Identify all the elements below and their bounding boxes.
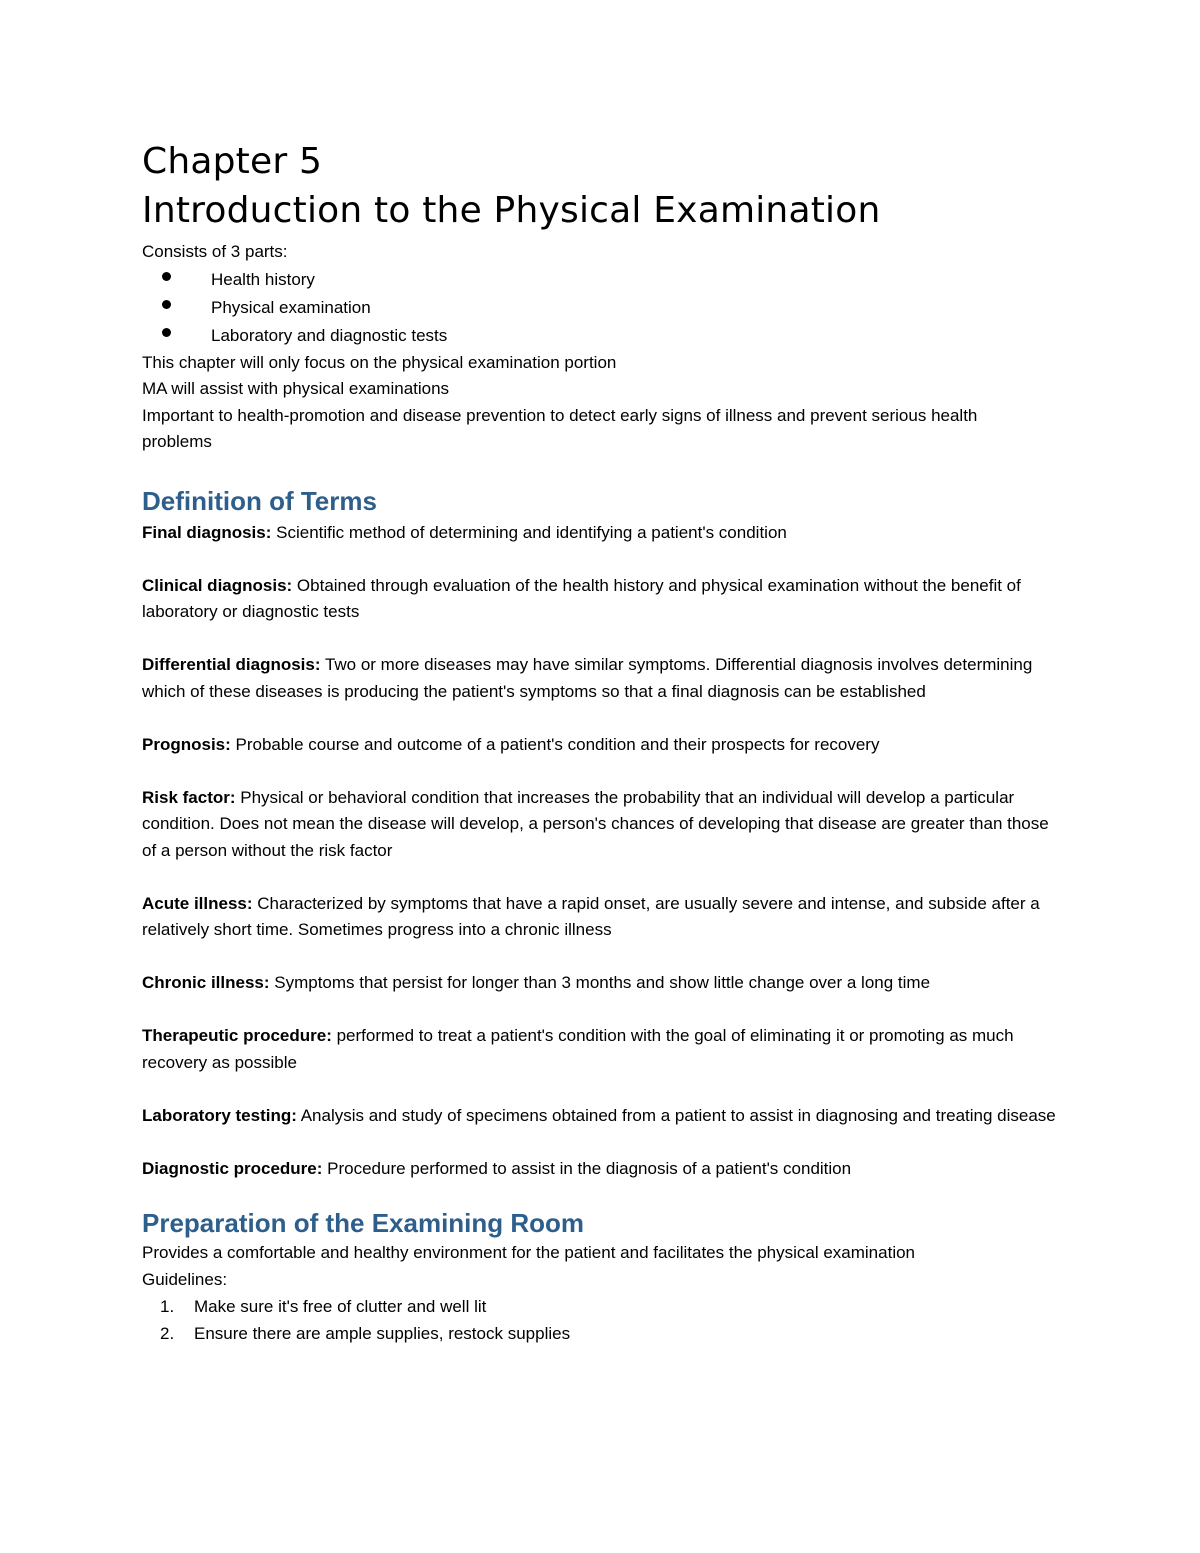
list-number: 1. (160, 1297, 175, 1316)
list-item: 2. Ensure there are ample supplies, restock supplies (142, 1320, 1062, 1347)
term-definition: Characterized by symptoms that have a rapid onset, are usually severe and intense, and subside after a relatively short time. Sometimes progress into a chronic illness (142, 893, 1040, 939)
term-definition: Analysis and study of specimens obtained from a patient to assist in diagnosing and treating disease (296, 1105, 1056, 1125)
intro-line: Important to health-promotion and disease prevention to detect early signs of illness and prevent serious health problems (142, 405, 978, 451)
term-definition: Scientific method of determining and identifying a patient's condition (271, 522, 787, 542)
preparation-line: Guidelines: (142, 1269, 228, 1289)
intro-line: MA will assist with physical examinations (142, 379, 450, 398)
parts-list (142, 266, 1062, 350)
term-label: Differential diagnosis: (142, 655, 321, 674)
preparation-heading: Preparation of the Examining Room (142, 1208, 585, 1238)
intro-lead: Consists of 3 parts: (142, 242, 288, 261)
chapter-number: Chapter 5 (142, 141, 323, 182)
bullet-icon (162, 328, 171, 337)
bullet-icon (162, 272, 171, 281)
term-label: Chronic illness: (142, 973, 270, 992)
list-item: Laboratory and diagnostic tests (142, 322, 1062, 350)
term-label: Diagnostic procedure: (142, 1158, 323, 1178)
list-number: 2. (160, 1324, 175, 1343)
term-label: Clinical diagnosis: (142, 575, 293, 595)
chapter-title: Introduction to the Physical Examination (142, 190, 881, 231)
definition-item (142, 1023, 1062, 1076)
definition-item (142, 520, 1062, 547)
list-item: 1. Make sure it's free of clutter and well lit (142, 1293, 1062, 1320)
definition-item (142, 785, 1062, 865)
term-definition: Physical or behavioral condition that increases the probability that an individual will develop a particular condition. Does not mean the disease will develop, a person's chances of developing that disease are greater than those of a person without the risk factor (142, 787, 1049, 860)
term-label: Prognosis: (142, 734, 231, 754)
definition-item (142, 1103, 1062, 1130)
definition-item (142, 573, 1062, 626)
term-label: Acute illness: (142, 893, 253, 913)
term-definition: Two or more diseases may have similar symptoms. Differential diagnosis involves determining which of these diseases is producing the patient's symptoms so that a final diagnosis can be established (142, 655, 1033, 701)
list-item: Physical examination (142, 294, 1062, 322)
definition-item (142, 1156, 1062, 1183)
definition-item (142, 891, 1062, 944)
term-definition: Obtained through evaluation of the health history and physical examination without the benefit of laboratory or diagnostic tests (142, 575, 1021, 621)
preparation-line: Provides a comfortable and healthy environment for the patient and facilitates the physical examination (142, 1243, 916, 1262)
definition-item (142, 652, 1062, 705)
term-label: Risk factor: (142, 787, 236, 807)
definition-item (142, 732, 1062, 759)
term-label: Therapeutic procedure: (142, 1026, 332, 1045)
term-definition: Probable course and outcome of a patient's condition and their prospects for recovery (230, 734, 880, 754)
document-page (142, 138, 1062, 1347)
bullet-icon (162, 300, 171, 309)
term-label: Laboratory testing: (142, 1105, 297, 1125)
definitions-heading: Definition of Terms (142, 485, 377, 516)
definition-item (142, 970, 1062, 997)
term-definition: Procedure performed to assist in the diagnosis of a patient's condition (322, 1158, 852, 1178)
term-label: Final diagnosis: (142, 522, 272, 542)
term-definition: performed to treat a patient's condition with the goal of eliminating it or promoting as much recovery as possible (142, 1026, 1014, 1072)
definitions-list (142, 520, 1062, 1183)
guidelines-list (142, 1293, 1062, 1347)
term-definition: Symptoms that persist for longer than 3 months and show little change over a long time (269, 973, 931, 992)
list-item: Health history (142, 266, 1062, 294)
intro-line: This chapter will only focus on the physical examination portion (142, 352, 617, 372)
